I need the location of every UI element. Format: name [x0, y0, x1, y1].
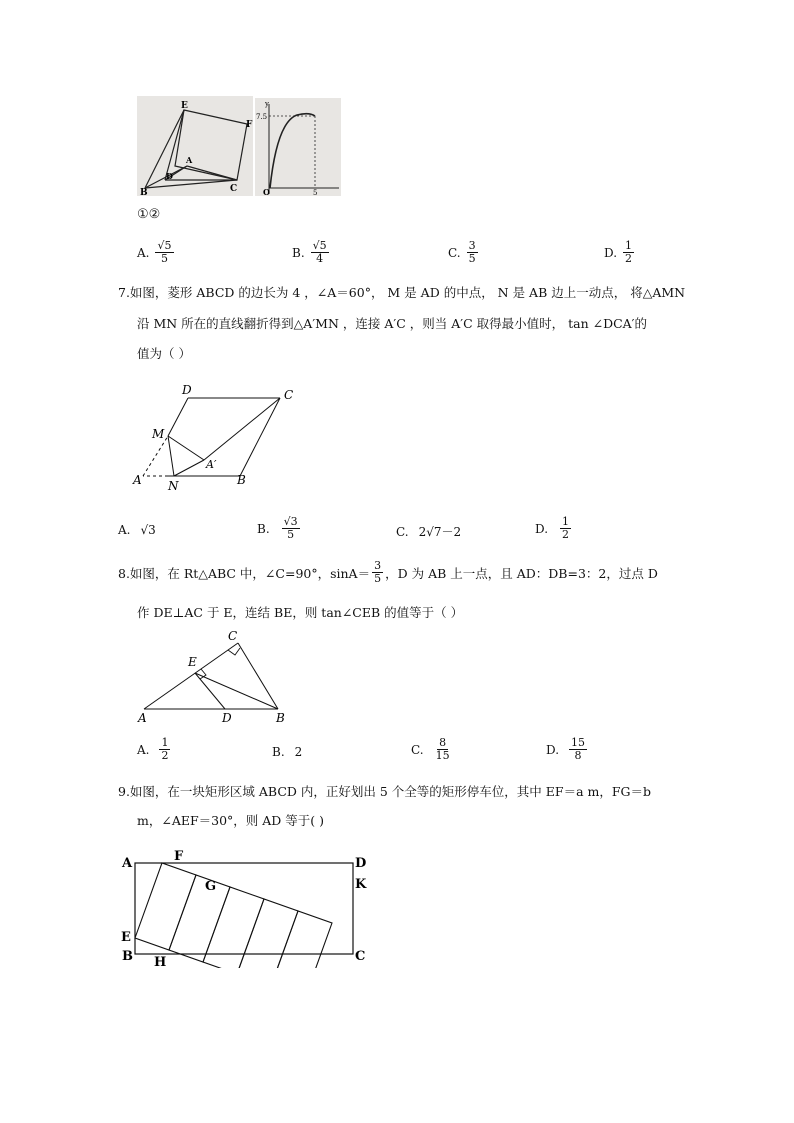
option-label: D. — [535, 521, 549, 536]
option-label: C. — [448, 245, 461, 260]
option-value: √3 — [140, 523, 156, 537]
segment-ac — [204, 398, 280, 460]
fraction — [569, 737, 587, 762]
q8-option-a[interactable] — [137, 737, 170, 762]
parking-spot-3 — [203, 887, 264, 968]
segment-ed — [195, 673, 225, 709]
q7-line-1: 7.如图，菱形 ABCD 的边长为 4 ，∠A＝60°， M 是 AD 的中点， N 是 AB 边上一动点， 将△AMN — [118, 285, 686, 300]
label-k: K — [355, 877, 367, 892]
fraction — [159, 737, 170, 762]
q9-figure-svg — [118, 848, 374, 968]
side-cb — [238, 643, 278, 709]
dashed-am — [143, 436, 168, 476]
q6-option-b[interactable] — [292, 240, 329, 265]
q7-figure-svg — [128, 380, 318, 495]
q7-line-2: 沿 MN 所在的直线翻折得到△A′MN ，连接 A′C ，则当 A′C 取得最小值时， tan ∠DCA′的 — [137, 316, 648, 331]
denominator: 15 — [435, 749, 450, 762]
square-efcg — [175, 110, 247, 180]
denominator: 2 — [562, 528, 570, 541]
label-5: 5 — [313, 189, 318, 196]
label-b: B — [237, 473, 246, 487]
label-a: A — [122, 856, 133, 871]
q7-line-3: 值为（ ） — [137, 346, 191, 361]
fraction — [623, 240, 634, 265]
label-e: E — [188, 655, 197, 669]
denominator: 2 — [161, 749, 169, 762]
q9-figure — [118, 848, 374, 968]
label-e: E — [121, 930, 131, 945]
label-e: E — [181, 101, 188, 111]
numerator: 8 — [439, 736, 447, 749]
numerator: 15 — [571, 736, 586, 749]
label-7-5: 7.5 — [256, 113, 268, 121]
numerator: 3 — [374, 559, 382, 572]
label-n: N — [168, 479, 179, 493]
parking-spots — [135, 863, 332, 968]
denominator: 5 — [160, 252, 168, 265]
label-g: G — [205, 879, 217, 894]
q7-option-b[interactable] — [257, 516, 300, 541]
option-label: B. — [292, 245, 305, 260]
label-h: H — [154, 955, 167, 968]
segment-eb — [195, 673, 278, 709]
fraction — [434, 737, 452, 762]
parking-spot-2 — [169, 875, 230, 962]
label-d: D — [222, 711, 232, 725]
parking-spot-4 — [237, 899, 298, 968]
label-f: F — [246, 120, 253, 130]
parking-spot-5 — [271, 911, 332, 968]
q6-figure-1-svg — [137, 96, 253, 196]
fraction — [467, 240, 478, 265]
q8-option-d[interactable] — [546, 737, 587, 762]
label-b: B — [276, 711, 285, 725]
label-d: D — [166, 171, 173, 181]
side-cb — [240, 398, 280, 476]
q8-figure-svg — [132, 626, 292, 726]
label-d: D — [355, 856, 367, 871]
numerator: 1 — [161, 736, 169, 749]
option-label: A. — [137, 742, 150, 757]
side-md — [168, 398, 188, 436]
label-c: C — [284, 388, 294, 402]
label-b: B — [140, 188, 148, 196]
option-value: 2√7－2 — [418, 525, 462, 539]
q8-option-c[interactable] — [411, 737, 452, 762]
label-o: O — [263, 187, 270, 196]
denominator: 8 — [574, 749, 582, 762]
option-label: D. — [604, 245, 618, 260]
q6-option-d[interactable] — [604, 240, 634, 265]
q6-option-c[interactable] — [448, 240, 478, 265]
q8-text-b: ，D 为 AB 上一点，且 AD：DB=3：2，过点 D — [385, 565, 658, 581]
q8-figure — [132, 626, 292, 726]
parking-spot-1 — [135, 863, 196, 950]
denominator: 2 — [625, 252, 633, 265]
q7-option-d[interactable] — [535, 516, 571, 541]
q8-text-a: 8.如图，在 Rt△ABC 中，∠C=90°，sinA＝ — [118, 565, 371, 581]
q8-line-1 — [118, 560, 658, 585]
option-label: C. — [411, 742, 424, 757]
q9-line-2: m，∠AEF＝30°，则 AD 等于( ) — [137, 813, 325, 828]
q8-line-2: 作 DE⊥AC 于 E，连结 BE，则 tan∠CEB 的值等于（ ） — [137, 605, 464, 620]
numerator: √3 — [283, 515, 298, 528]
numerator: 1 — [562, 515, 570, 528]
numerator: √5 — [312, 239, 327, 252]
label-a: A — [138, 711, 147, 725]
fraction — [560, 516, 571, 541]
label-b: B — [122, 949, 133, 964]
label-f: F — [174, 849, 184, 864]
q6-figure-1 — [137, 96, 253, 196]
side-ac — [144, 643, 238, 709]
q6-caption: ①② — [137, 207, 161, 222]
label-c: C — [230, 184, 238, 194]
q6-figure-2-svg — [255, 98, 341, 196]
numerator: 3 — [468, 239, 476, 252]
option-label: C. — [396, 524, 409, 539]
denominator: 5 — [468, 252, 476, 265]
segment-ac — [187, 166, 237, 180]
label-a-prime: A′ — [206, 458, 217, 471]
option-label: A. — [118, 523, 131, 537]
q9-line-1: 9.如图，在一块矩形区域 ABCD 内，正好划出 5 个全等的矩形停车位，其中 EF＝a m，FG＝b — [118, 784, 652, 799]
label-m: M — [152, 427, 165, 441]
q7-option-a[interactable] — [118, 523, 156, 537]
denominator: 5 — [287, 528, 295, 541]
rectangle-abcd — [135, 863, 353, 954]
q8-sin-fraction — [372, 560, 383, 585]
label-y: y — [265, 100, 269, 108]
q8-option-b[interactable] — [272, 745, 302, 759]
q7-figure — [128, 380, 318, 495]
numerator: √5 — [157, 239, 172, 252]
q7-option-c[interactable] — [396, 523, 461, 540]
option-label: B. — [272, 745, 285, 759]
label-c: C — [355, 949, 366, 964]
label-a: A — [133, 473, 142, 487]
denominator: 5 — [374, 572, 382, 585]
curve — [270, 114, 315, 188]
label-a: A — [186, 155, 193, 165]
option-label: B. — [257, 521, 270, 536]
segment-mn — [168, 436, 174, 476]
option-label: A. — [137, 245, 150, 260]
label-d: D — [182, 383, 192, 397]
fraction — [311, 240, 329, 265]
label-c: C — [228, 629, 238, 643]
option-value: 2 — [294, 745, 303, 759]
fraction — [282, 516, 300, 541]
fraction — [155, 240, 173, 265]
numerator: 1 — [625, 239, 633, 252]
option-label: D. — [546, 742, 560, 757]
q6-option-a[interactable] — [137, 240, 174, 265]
segment-ma — [168, 436, 204, 460]
segment-na — [174, 460, 204, 476]
q6-figure-2 — [255, 98, 341, 196]
denominator: 4 — [316, 252, 324, 265]
